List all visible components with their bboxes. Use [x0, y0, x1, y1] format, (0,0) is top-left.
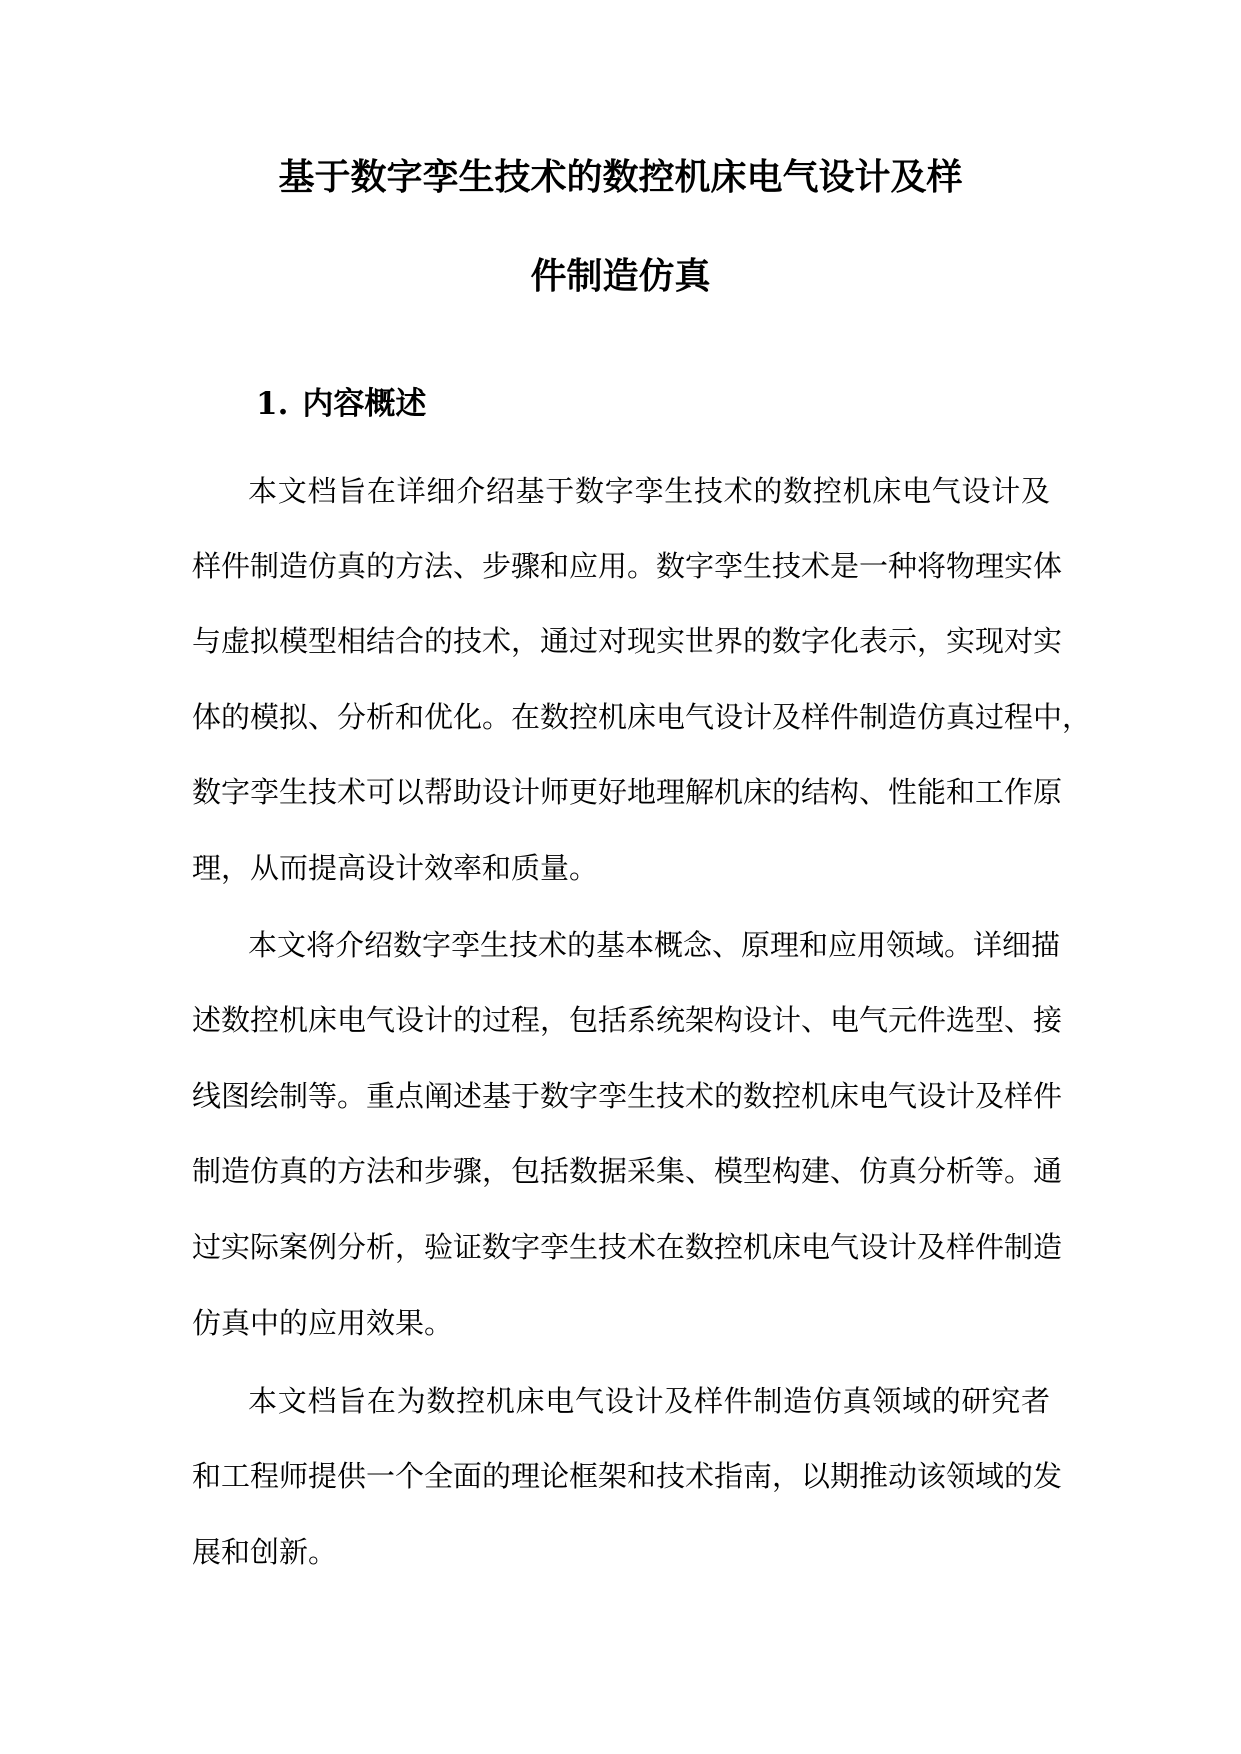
- paragraph-2-line: 仿真中的应用效果。: [192, 1306, 454, 1340]
- paragraph-3-line: 展和创新。: [192, 1535, 338, 1569]
- section-title: 内容概述: [302, 386, 427, 422]
- title-line-2: 件制造仿真: [530, 255, 711, 297]
- paragraph-1-line: 理，从而提高设计效率和质量。: [192, 851, 599, 885]
- paragraph-3-line: 和工程师提供一个全面的理论框架和技术指南，以期推动该领域的发: [192, 1459, 1063, 1493]
- paragraph-1-line: 与虚拟模型相结合的技术，通过对现实世界的数字化表示，实现对实: [192, 624, 1063, 658]
- paragraph-1-line: 样件制造仿真的方法、步骤和应用。数字孪生技术是一种将物理实体: [192, 549, 1063, 583]
- paragraph-3-line: 本文档旨在为数控机床电气设计及样件制造仿真领域的研究者: [248, 1384, 1050, 1418]
- paragraph-2-line: 述数控机床电气设计的过程，包括系统架构设计、电气元件选型、接: [192, 1003, 1063, 1037]
- section-number: 1.: [256, 386, 289, 422]
- section-heading: [256, 382, 426, 426]
- title-line-1: 基于数字孪生技术的数控机床电气设计及样: [278, 156, 963, 198]
- paragraph-2-line: 过实际案例分析，验证数字孪生技术在数控机床电气设计及样件制造: [192, 1230, 1063, 1264]
- paragraph-2-line: 线图绘制等。重点阐述基于数字孪生技术的数控机床电气设计及样件: [192, 1079, 1063, 1113]
- paragraph-2-line: 制造仿真的方法和步骤，包括数据采集、模型构建、仿真分析等。通: [192, 1154, 1063, 1188]
- paragraph-1-line: 体的模拟、分析和优化。在数控机床电气设计及样件制造仿真过程中，: [192, 700, 1092, 734]
- paragraph-2-line: 本文将介绍数字孪生技术的基本概念、原理和应用领域。详细描: [248, 928, 1061, 962]
- paragraph-1-line: 数字孪生技术可以帮助设计师更好地理解机床的结构、性能和工作原: [192, 775, 1063, 809]
- paragraph-1-line: 本文档旨在详细介绍基于数字孪生技术的数控机床电气设计及: [248, 474, 1050, 508]
